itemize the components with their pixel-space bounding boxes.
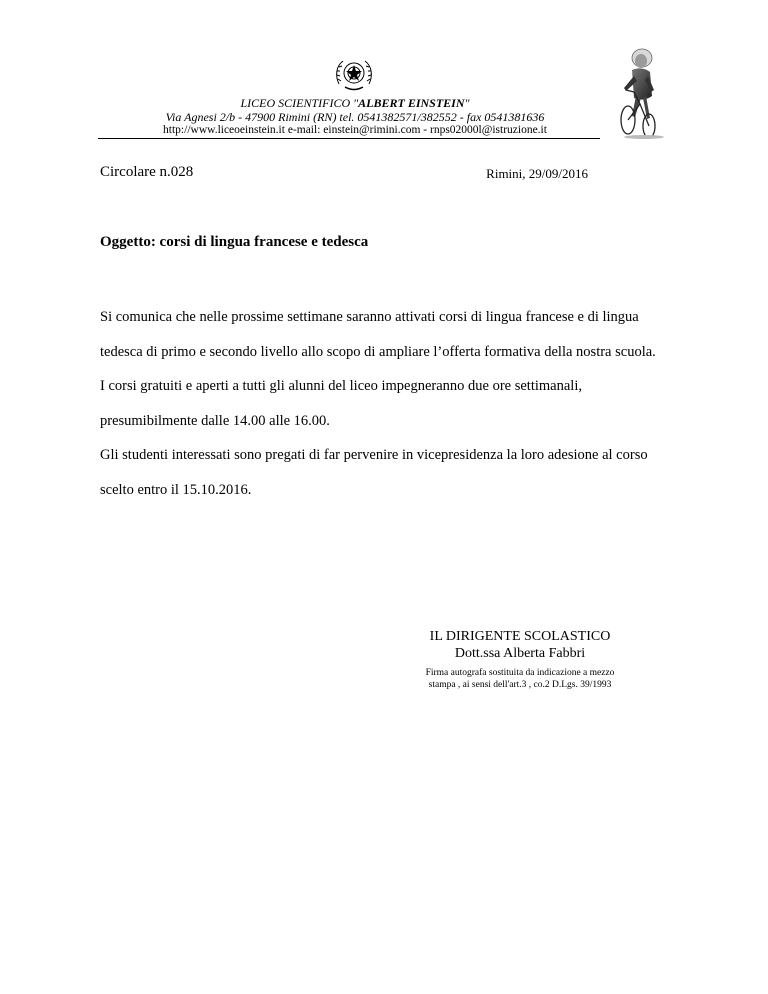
einstein-bicycle-photo-icon	[604, 46, 672, 140]
school-address: Via Agnesi 2/b - 47900 Rimini (RN) tel. 0541382571/382552 - fax 0541381636	[165, 110, 545, 124]
signature-block	[380, 628, 660, 691]
place-date: Rimini, 29/09/2016	[486, 166, 588, 181]
signer-name: Dott.ssa Alberta Fabbri	[454, 646, 586, 661]
school-contacts: http://www.liceoeinstein.it e-mail: einstein@rimini.com - rnps02000l@istruzione.it	[163, 124, 547, 136]
body-line: Gli studenti interessati sono pregati di far pervenire in vicepresidenza la loro adesione al corso	[100, 447, 648, 463]
italian-republic-emblem-icon	[333, 54, 375, 94]
signature-note	[380, 668, 660, 691]
school-name: LICEO SCIENTIFICO "ALBERT EINSTEIN"	[240, 96, 470, 110]
body-line: scelto entro il 15.10.2016.	[100, 481, 252, 498]
body-line: Si comunica che nelle prossime settimane saranno attivati corsi di lingua francese e di lingua	[100, 309, 639, 325]
circular-number: Circolare n.028	[100, 164, 194, 180]
subject-line: Oggetto: corsi di lingua francese e tedesca	[100, 234, 369, 250]
signature-note-line: stampa , ai sensi dell'art.3 , co.2 D.Lgs. 39/1993	[428, 679, 612, 690]
body-line: tedesca di primo e secondo livello allo scopo di ampliare l’offerta formativa della nostra scuola.	[100, 343, 656, 360]
body-line: I corsi gratuiti e aperti a tutti gli alunni del liceo impegneranno due ore settimanali,	[100, 378, 582, 394]
signature-note-line: Firma autografa sostituita da indicazione a mezzo	[425, 668, 615, 678]
header-divider	[98, 138, 600, 139]
signer-role: IL DIRIGENTE SCOLASTICO	[429, 629, 611, 644]
body-line: presumibilmente dalle 14.00 alle 16.00.	[100, 412, 330, 429]
body-text	[100, 300, 660, 507]
school-name-bold: ALBERT EINSTEIN	[358, 96, 465, 110]
